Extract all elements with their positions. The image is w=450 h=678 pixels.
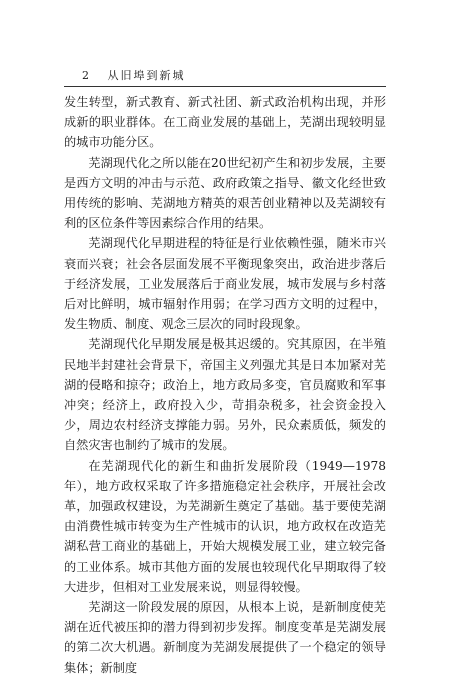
- body-text: [64, 92, 386, 678]
- running-title: 从旧埠到新城: [107, 69, 186, 82]
- paragraph-3: 芜湖现代化早期进程的特征是行业依赖性强，随米市兴衰而兴衰；社会各层面发展不平衡现象突出，政治进步落后于经济发展，工业发展落后于商业发展，城市发展与乡村落后对比鲜明，城市辐射作用弱；在学习西方文明的过程中，发生物质、制度、观念三层次的同时段现象。: [64, 236, 386, 332]
- paragraph-1: 发生转型，新式教育、新式社团、新式政治机构出现，并形成新的职业群体。在工商业发展的基础上，芜湖出现较明显的城市功能分区。: [64, 95, 386, 150]
- paragraph-2: 芜湖现代化之所以能在20世纪初产生和初步发展，主要是西方文明的冲击与示范、政府政策之指导、徽文化经世致用传统的影响、芜湖地方精英的艰苦创业精神以及芜湖较有利的区位条件等因素综合作用的结果。: [64, 155, 386, 231]
- page-header: [82, 68, 382, 84]
- header-rule: [64, 86, 386, 87]
- paragraph-6: 芜湖这一阶段发展的原因，从根本上说，是新制度使芜湖在近代被压抑的潜力得到初步发挥。制度变革是芜湖发展的第二次大机遇。新制度为芜湖发展提供了一个稳定的领导集体；新制度: [64, 600, 386, 675]
- paragraph-5: 在芜湖现代化的新生和曲折发展阶段（1949—1978年），地方政权采取了许多措施稳定社会秩序，开展社会改革，加强政权建设，为芜湖新生奠定了基础。基于要使芜湖由消费性城市转变为生产性城市的认识，地方政权在改造芜湖私营工商业的基础上，开始大规模发展工业，建立较完备的工业体系。城市其他方面的发展也较现代化早期取得了较大进步，但相对工业发展来说，则显得较慢。: [64, 458, 386, 594]
- page-number: 2: [82, 69, 90, 82]
- paragraph-4: 芜湖现代化早期发展是极其迟缓的。究其原因，在半殖民地半封建社会背景下，帝国主义列强尤其是日本加紧对芜湖的侵略和掠夺；政治上，地方政局多变，官员腐败和军事冲突；经济上，政府投入少，苛捐杂税多，社会资金投入少，周边农村经济支撑能力弱。另外，民众素质低，频发的自然灾害也制约了城市的发展。: [64, 337, 386, 453]
